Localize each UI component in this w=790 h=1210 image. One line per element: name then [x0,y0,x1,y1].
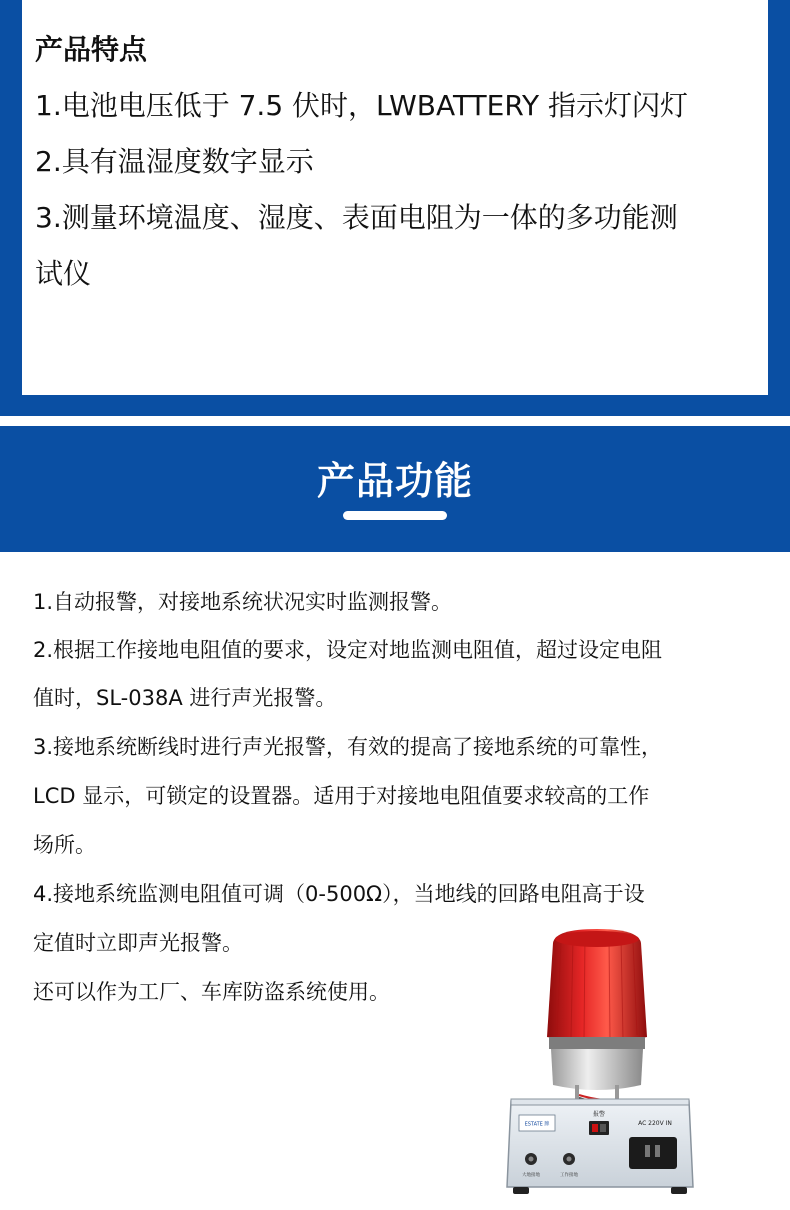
function-line-2-cont: 值时，SL-038A 进行声光报警。 [33,686,337,710]
functions-title: 产品功能 [316,459,473,503]
function-line-4: 4.接地系统监测电阻值可调（0-500Ω），当地线的回路电阻高于设 [33,882,645,906]
control-box [507,1099,693,1194]
function-line-1: 1.自动报警，对接地系统状况实时监测报警。 [33,590,453,614]
function-line-3-cont2: 场所。 [33,833,96,857]
work-jack-label: 工作接地 [560,1173,578,1178]
title-underline [343,511,447,520]
panel-top-label: 报警 [592,1111,606,1118]
panel-brand: ESTATE 牌 [524,1121,550,1128]
product-photo [495,925,705,1203]
function-line-3: 3.接地系统断线时进行声光报警，有效的提高了接地系统的可靠性， [33,735,663,759]
power-socket [629,1137,677,1169]
feature-line-3: 3.测量环境温度、湿度、表面电阻为一体的多功能测 [35,201,678,234]
power-label: AC 220V IN [638,1120,672,1127]
feature-line-1: 1.电池电压低于 7.5 伏时，LWBATTERY 指示灯闪灯 [35,89,689,122]
beacon-base [549,1037,645,1104]
feature-line-3-cont: 试仪 [35,257,92,290]
earth-jack-label: 大地接地 [522,1173,540,1178]
functions-header [0,426,790,552]
beacon-light [547,929,647,1042]
features-heading: 产品特点 [35,33,148,66]
feature-line-2: 2.具有温湿度数字显示 [35,145,314,178]
function-line-5: 还可以作为工厂、车库防盗系统使用。 [33,980,390,1004]
function-line-4-cont: 定值时立即声光报警。 [33,931,243,955]
function-line-3-cont: LCD 显示，可锁定的设置器。适用于对接地电阻值要求较高的工作 [33,784,650,808]
function-line-2: 2.根据工作接地电阻值的要求，设定对地监测电阻值，超过设定电阻 [33,638,663,662]
